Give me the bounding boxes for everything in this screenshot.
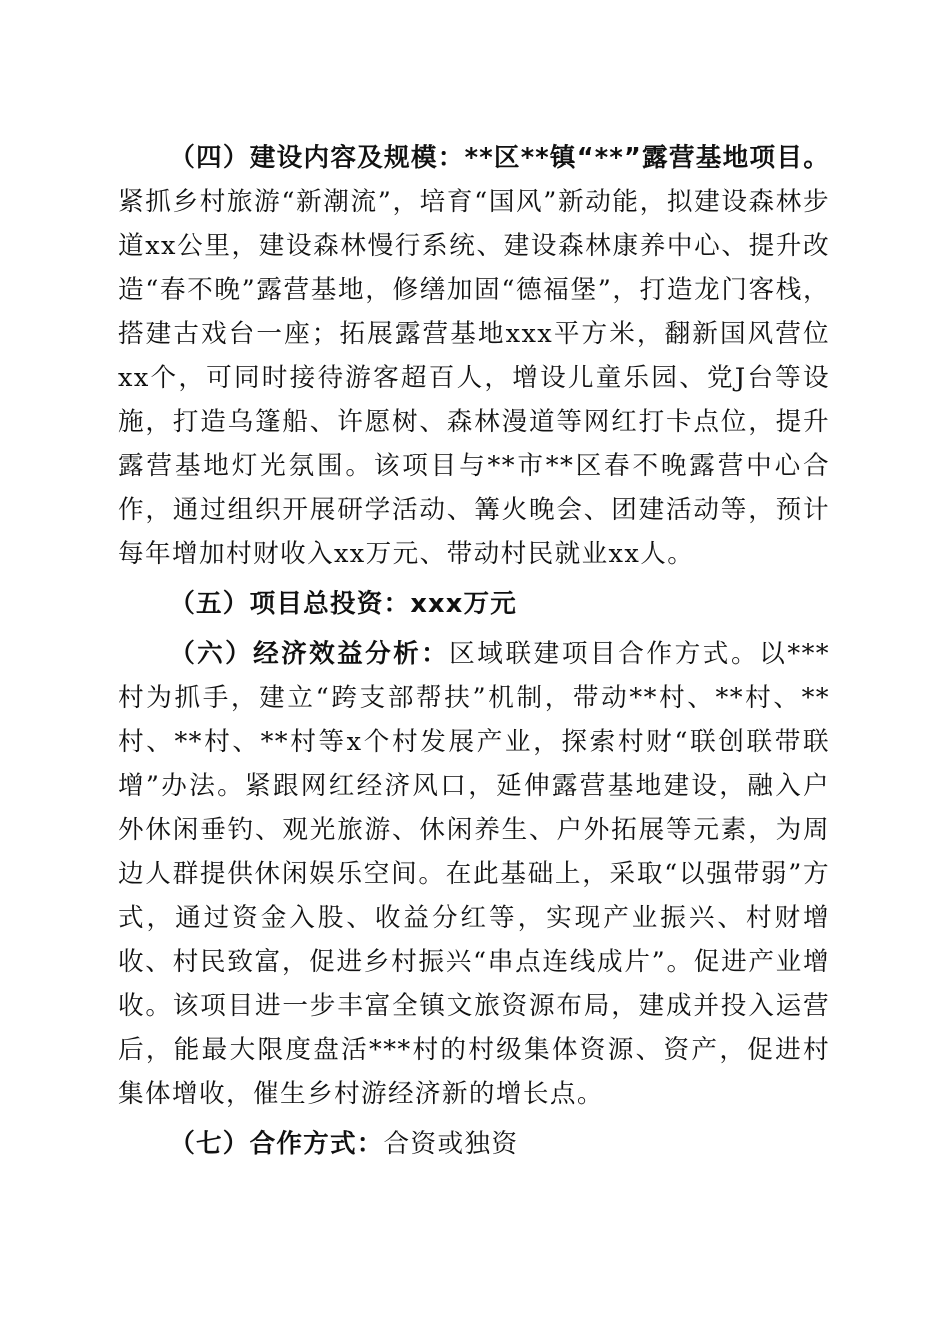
section-four-heading: （四）建设内容及规模：**区**镇“**”露营基地项目。: [169, 143, 830, 173]
section-five-heading: （五）项目总投资：xxx万元: [169, 589, 518, 619]
document-page: [118, 136, 830, 1166]
section-six-body: 区域联建项目合作方式。以***村为抓手，建立“跨支部帮扶”机制，带动**村、**村、**村、**村、**村等x个村发展产业，探索村财“联创联带联增”办法。紧跟网红经济风口，延伸露营基地建设，融入户外休闲垂钓、观光旅游、休闲养生、户外拓展等元素，为周边人群提供休闲娱乐空间。在此基础上，采取“以强带弱”方式，通过资金入股、收益分红等，实现产业振兴、村财增收、村民致富，促进乡村振兴“串点连线成片”。促进产业增收。该项目进一步丰富全镇文旅资源布局，建成并投入运营后，能最大限度盘活***村的村级集体资源、资产，促进村集体增收，催生乡村游经济新的增长点。: [118, 639, 830, 1109]
section-four-body: 紧抓乡村旅游“新潮流”，培育“国风”新动能，拟建设森林步道xx公里，建设森林慢行系统、建设森林康养中心、提升改造“春不晚”露营基地，修缮加固“德福堡”，打造龙门客栈，搭建古戏台一座；拓展露营基地xxx平方米，翻新国风营位xx个，可同时接待游客超百人，增设儿童乐园、党J台等设施，打造乌篷船、许愿树、森林漫道等网红打卡点位，提升露营基地灯光氛围。该项目与**市**区春不晚露营中心合作，通过组织开展研学活动、篝火晚会、团建活动等，预计每年增加村财收入xx万元、带动村民就业xx人。: [118, 187, 830, 569]
section-seven-heading: （七）合作方式：: [169, 1129, 384, 1159]
section-six-heading: （六）经济效益分析：: [169, 639, 450, 669]
section-four: [118, 136, 830, 576]
section-seven-body: 合资或独资: [383, 1129, 519, 1159]
section-six: [118, 632, 830, 1116]
section-seven: [118, 1122, 830, 1166]
section-five: [118, 582, 830, 626]
